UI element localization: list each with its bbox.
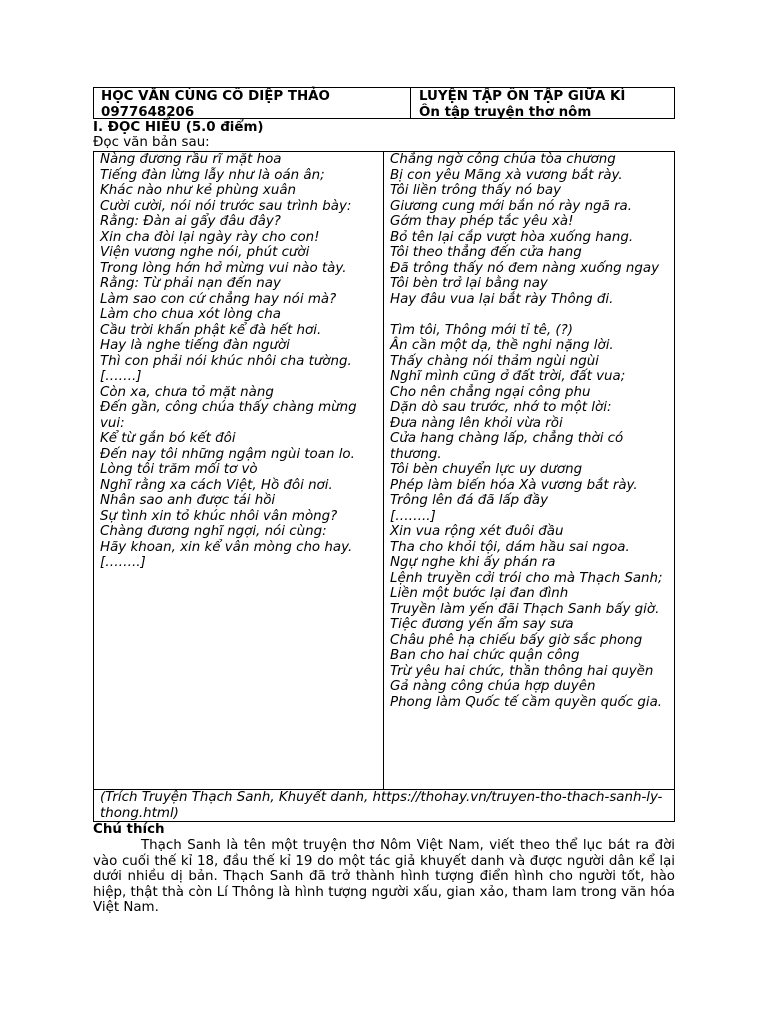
poem-line: Cửa hang chàng lấp, chẳng thời có thương. bbox=[390, 431, 628, 462]
poem-line: Làm sao con cứ chẳng hay nói mà? bbox=[100, 291, 337, 307]
poem-line: Đến nay tôi những ngậm ngùi toan lo. bbox=[100, 446, 355, 462]
header-left-cell bbox=[94, 88, 411, 118]
poem-line: Dặn dò sau trước, nhớ to một lời: bbox=[390, 400, 612, 415]
poem-line: Đưa nàng lên khỏi vừa rồi bbox=[390, 415, 563, 431]
notes-title: Chú thích bbox=[93, 822, 165, 837]
poem-line: Nghĩ mình cũng ở đất trời, đất vua; bbox=[390, 369, 626, 384]
source-citation: (Trích Truyện Thạch Sanh, Khuyết danh, https://thohay.vn/truyen-tho-thach-sanh-ly-thong.html) bbox=[100, 790, 663, 821]
poem-line: Tôi bèn chuyển lực uy dương bbox=[390, 462, 583, 477]
poem-line: Đã trông thấy nó đem nàng xuống ngay bbox=[390, 260, 660, 276]
poem-line: Tôi bèn trở lại bằng nay bbox=[390, 276, 548, 291]
poem-line: Hãy khoan, xin kể vân mòng cho hay. bbox=[100, 539, 353, 555]
poem-line: Liền một bước lại đan đình bbox=[390, 586, 569, 601]
poem-line: Châu phê hạ chiếu bấy giờ sắc phong bbox=[390, 632, 643, 648]
poem-line: Cầu trời khấn phật kể đà hết hơi. bbox=[100, 322, 322, 338]
poem-line: Sự tình xin tỏ khúc nhôi vân mòng? bbox=[100, 508, 338, 524]
notes-body: Thạch Sanh là tên một truyện thơ Nôm Việt Nam, viết theo thể lục bát ra đời vào cuối thế kỉ 18, đầu thế kỉ 19 do một tác giả khuyết danh và được người dân kể lại dưới nhiều dị bản. Thạch Sanh đã trở thành hình tượng điển hình cho người tốt, hào hiệp, thật thà còn Lí Thông là hình tượng người xấu, gian xảo, tham lam trong văn hóa Việt Nam. bbox=[93, 838, 675, 915]
poem-line: Trong lòng hớn hở mừng vui nào tày. bbox=[100, 260, 347, 276]
poem-line: Trông lên đá đã lấp đầy bbox=[390, 493, 549, 508]
poem-line: Thì con phải nói khúc nhôi cha tường. bbox=[100, 353, 352, 369]
poem-line: Phong làm Quốc tế cầm quyền quốc gia. bbox=[390, 694, 663, 710]
teacher-name: HỌC VĂN CÙNG CÔ DIỆP THẢO bbox=[101, 89, 330, 104]
exercise-title: LUYỆN TẬP ÔN TẬP GIỮA KÌ bbox=[419, 89, 626, 104]
poem-line: Cười cười, nói nói trước sau trình bày: bbox=[100, 198, 352, 214]
poem-line: […….] bbox=[100, 369, 142, 384]
poem-line: Khác nào như kẻ phùng xuân bbox=[100, 183, 297, 198]
poem-line: Rằng: Từ phải nạn đến nay bbox=[100, 276, 281, 291]
header-table bbox=[93, 87, 675, 119]
poem-line: Còn xa, chưa tỏ mặt nàng bbox=[100, 384, 274, 400]
poem-line: Nhân sao anh được tái hồi bbox=[100, 493, 276, 508]
poem-line: Truyền làm yến đãi Thạch Sanh bấy giờ. bbox=[390, 601, 660, 617]
poem-line: [……..] bbox=[100, 555, 146, 570]
exercise-subtitle: Ôn tập truyện thơ nôm bbox=[419, 104, 592, 120]
poem-line: Xin cha đòi lại ngày rày cho con! bbox=[100, 229, 320, 245]
poem-line: Lòng tôi trăm mối tơ vò bbox=[100, 462, 258, 477]
phone-number: 0977648206 bbox=[101, 104, 195, 120]
poem-line: Trừ yêu hai chức, thần thông hai quyền bbox=[390, 663, 654, 679]
poem-line: Ngự nghe khi ấy phán ra bbox=[390, 555, 556, 570]
poem-line: Bị con yêu Mãng xà vương bắt rày. bbox=[390, 167, 623, 183]
poem-line: Viện vương nghe nói, phút cười bbox=[100, 245, 310, 260]
poem-line: Làm cho chua xót lòng cha bbox=[100, 307, 281, 322]
poem-line: Nàng đương rầu rĩ mặt hoa bbox=[100, 152, 282, 167]
poem-line: Tha cho khỏi tội, dám hầu sai ngoa. bbox=[390, 539, 630, 555]
poem-table bbox=[93, 151, 675, 822]
section-title: I. ĐỌC HIỂU (5.0 điểm) bbox=[93, 120, 264, 135]
poem-line: Xin vua rộng xét đuôi đầu bbox=[390, 524, 564, 539]
poem-line: Kể từ gắn bó kết đôi bbox=[100, 431, 236, 446]
poem-line: Hay là nghe tiếng đàn người bbox=[100, 338, 290, 353]
poem-line: Bỏ tên lại cắp vượt hòa xuống hang. bbox=[390, 229, 634, 245]
poem-line: Phép làm biến hóa Xà vương bắt rày. bbox=[390, 477, 638, 493]
poem-line: Đến gần, công chúa thấy chàng mừng vui: bbox=[100, 400, 361, 431]
reading-instruction: Đọc văn bản sau: bbox=[93, 135, 210, 150]
poem-line: Tiếng đàn lừng lẫy như là oán ân; bbox=[100, 167, 325, 183]
poem-line: Thấy chàng nói thảm ngùi ngùi bbox=[390, 353, 599, 369]
poem-line bbox=[390, 307, 666, 323]
poem-line: Tôi theo thẳng đến cửa hang bbox=[390, 245, 582, 260]
poem-columns bbox=[94, 152, 674, 790]
poem-line: Ân cần một dạ, thề nghi nặng lời. bbox=[390, 338, 614, 353]
poem-line: Gớm thay phép tắc yêu xà! bbox=[390, 214, 574, 229]
poem-line: Tìm tôi, Thông mới tỉ tê, (?) bbox=[390, 322, 573, 338]
poem-line: Rằng: Đàn ai gẩy đâu đây? bbox=[100, 214, 281, 229]
poem-right-column bbox=[384, 152, 674, 789]
poem-line: Chàng đương nghĩ ngợi, nói cùng: bbox=[100, 524, 327, 539]
poem-line: Gả nàng công chúa hợp duyên bbox=[390, 679, 596, 694]
poem-line: Tôi liền trông thấy nó bay bbox=[390, 183, 561, 198]
poem-line: Lệnh truyền cởi trói cho mà Thạch Sanh; bbox=[390, 570, 663, 586]
header-right-cell bbox=[411, 88, 674, 118]
poem-line: [……..] bbox=[390, 508, 436, 524]
poem-line: Chẳng ngờ công chúa tòa chương bbox=[390, 152, 616, 167]
poem-left-column bbox=[94, 152, 384, 789]
poem-line: Cho nên chẳng ngại công phu bbox=[390, 384, 591, 400]
poem-line: Ban cho hai chức quận công bbox=[390, 648, 580, 663]
poem-line: Giương cung mới bắn nó rày ngã ra. bbox=[390, 198, 633, 214]
poem-line: Hay đâu vua lại bắt rày Thông đi. bbox=[390, 291, 614, 307]
poem-line: Tiệc đương yến ẩm say sưa bbox=[390, 617, 574, 632]
poem-line: Nghĩ rằng xa cách Việt, Hồ đôi nơi. bbox=[100, 477, 333, 493]
